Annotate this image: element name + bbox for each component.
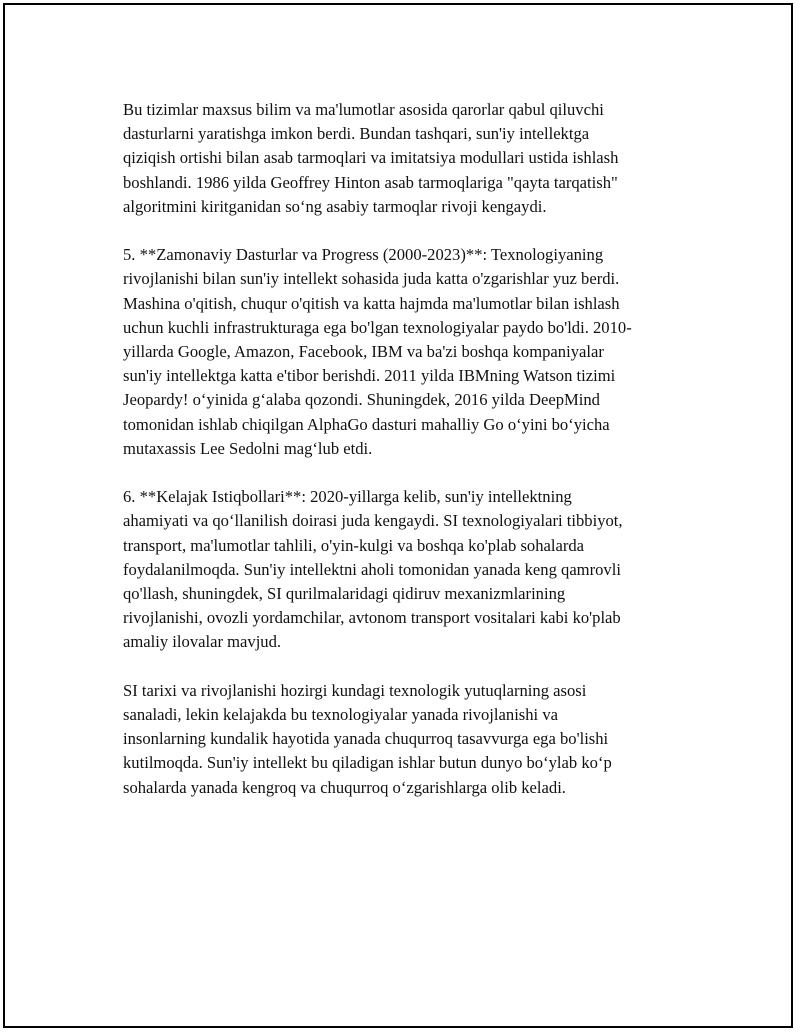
paragraph-expert-systems	[123, 98, 693, 219]
text-line: sun'iy intellektga katta e'tibor berishdi. 2011 yilda IBMning Watson tizimi	[123, 366, 616, 386]
text-line: yillarda Google, Amazon, Facebook, IBM va ba'zi boshqa kompaniyalar	[123, 342, 604, 362]
text-line: rivojlanishi bilan sun'iy intellekt sohasida juda katta o'zgarishlar yuz berdi.	[123, 269, 620, 289]
text-line: sohalarda yanada kengroq va chuqurroq o‘zgarishlarga olib keladi.	[123, 777, 566, 797]
paragraph-conclusion	[123, 679, 693, 800]
text-line: amaliy ilovalar mavjud.	[123, 632, 282, 652]
paragraph-future-prospects	[123, 485, 693, 654]
text-line: kutilmoqda. Sun'iy intellekt bu qiladigan ishlar butun dunyo bo‘ylab ko‘p	[123, 753, 612, 773]
text-line: algoritmini kiritganidan so‘ng asabiy tarmoqlar rivoji kengaydi.	[123, 196, 547, 216]
text-line: Jeopardy! o‘yinida g‘alaba qozondi. Shuningdek, 2016 yilda DeepMind	[123, 390, 600, 410]
text-line: insonlarning kundalik hayotida yanada chuqurroq tasavvurga ega bo'lishi	[123, 729, 609, 749]
text-line: rivojlanishi, ovozli yordamchilar, avtonom transport vositalari kabi ko'plab	[123, 608, 621, 628]
text-line: uchun kuchli infrastrukturaga ega bo'lgan texnologiyalar paydo bo'ldi. 2010-	[123, 317, 632, 337]
text-line: 5. **Zamonaviy Dasturlar va Progress (2000-2023)**: Texnologiyaning	[123, 245, 604, 265]
text-line: sanaladi, lekin kelajakda bu texnologiyalar yanada rivojlanishi va	[123, 705, 558, 725]
text-line: ahamiyati va qo‘llanilish doirasi juda kengaydi. SI texnologiyalari tibbiyot,	[123, 511, 623, 531]
text-line: qo'llash, shuningdek, SI qurilmalaridagi qidiruv mexanizmlarining	[123, 584, 566, 604]
text-line: dasturlarni yaratishga imkon berdi. Bundan tashqari, sun'iy intellektga	[123, 124, 590, 144]
text-line: tomonidan ishlab chiqilgan AlphaGo dasturi mahalliy Go o‘yini bo‘yicha	[123, 414, 610, 434]
text-line: 6. **Kelajak Istiqbollari**: 2020-yillarga kelib, sun'iy intellektning	[123, 487, 572, 507]
text-line: mutaxassis Lee Sedolni mag‘lub etdi.	[123, 438, 373, 458]
text-line: transport, ma'lumotlar tahlili, o'yin-kulgi va boshqa ko'plab sohalarda	[123, 535, 585, 555]
text-line: qiziqish ortishi bilan asab tarmoqlari va imitatsiya modullari ustida ishlash	[123, 148, 619, 168]
text-line: foydalanilmoqda. Sun'iy intellektni aholi tomonidan yanada keng qamrovli	[123, 559, 621, 579]
text-line: boshlandi. 1986 yilda Geoffrey Hinton asab tarmoqlariga "qayta tarqatish"	[123, 172, 618, 192]
text-line: Bu tizimlar maxsus bilim va ma'lumotlar asosida qarorlar qabul qiluvchi	[123, 100, 604, 119]
page-frame	[3, 3, 793, 1028]
paragraph-modern-programs	[123, 243, 693, 461]
text-line: SI tarixi va rivojlanishi hozirgi kundagi texnologik yutuqlarning asosi	[123, 680, 587, 700]
text-line: Mashina o'qitish, chuqur o'qitish va katta hajmda ma'lumotlar bilan ishlash	[123, 293, 620, 313]
document-body	[123, 98, 693, 824]
